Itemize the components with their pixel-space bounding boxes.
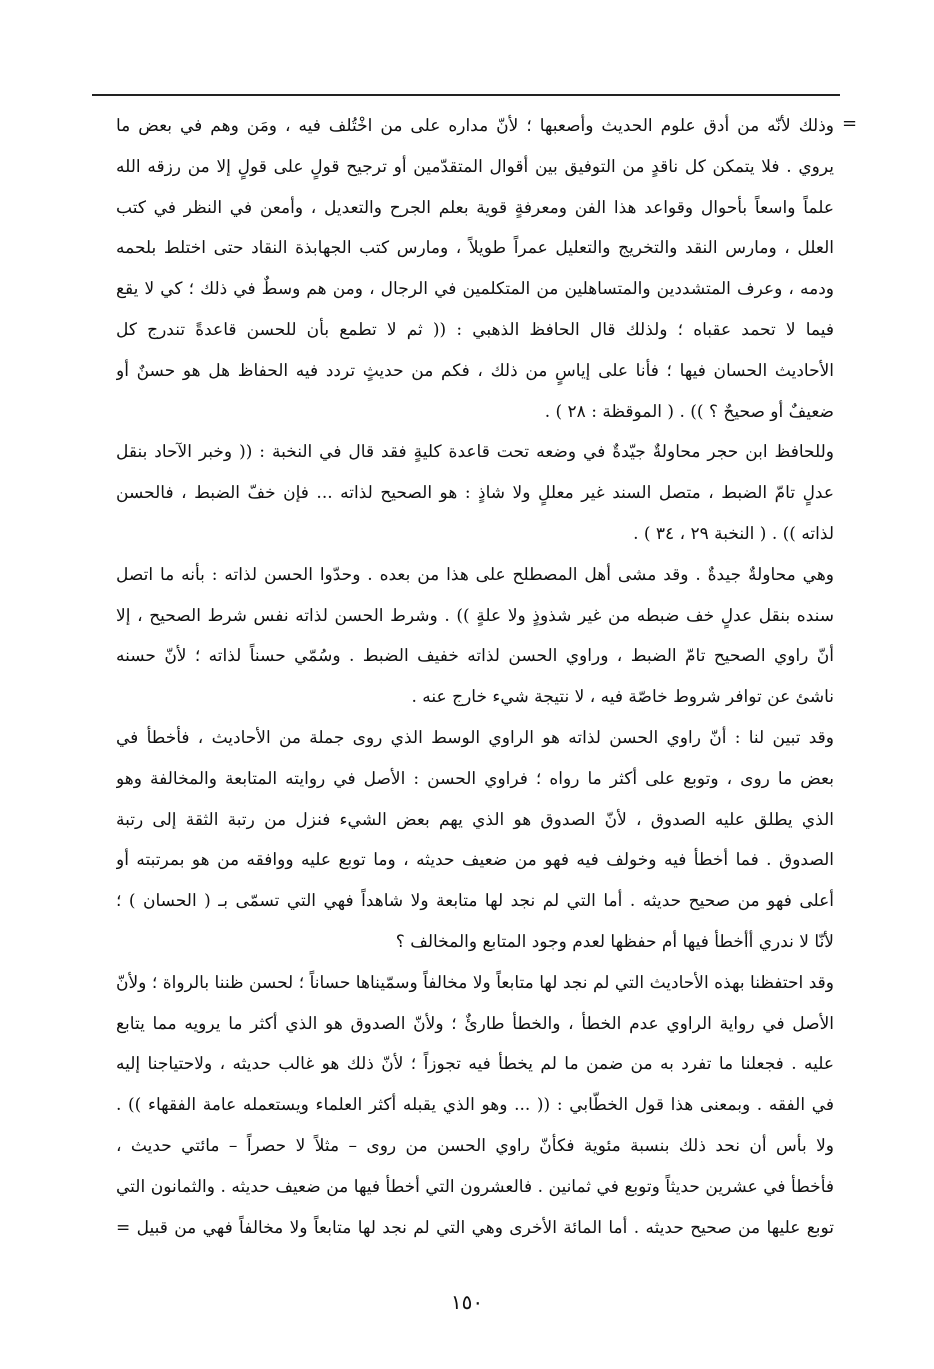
text-line: لذاته )) . ( النخبة ٢٩ ، ٣٤ ) . xyxy=(633,523,834,544)
text-line: في الفقه . وبمعنى هذا قول الخطّابي : (( ... وهو الذي يقبله أكثر العلماء ويستعمله عامة الفقهاء )) . xyxy=(116,1095,834,1116)
text-line: فأخطأ في عشرين حديثاً وتوبع في ثمانين . فالعشرون التي أخطأ فيها من ضعيف حديثه . والثمانون التي xyxy=(116,1176,834,1197)
text-line: علماً واسعاً بأحوال وقواعد هذا الفن ومعرفةٍ قوية بعلم الجرح والتعديل ، وأمعن في النظر في كتب xyxy=(116,197,834,218)
text-line: أعلى فهو من صحيح حديثه . أما التي لم نجد لها متابعة ولا شاهداً فهي التي تسمّى بـ ( الحسان ) ؛ xyxy=(116,891,834,912)
continuation-mark: = xyxy=(842,113,858,134)
text-line: الأصل في رواية الراوي عدم الخطأ ، والخطأ طارئٌ ؛ ولأنّ الصدوق هو الذي أكثر ما يرويه مما يتابع xyxy=(116,1013,834,1034)
text-line: لأنّا لا ندري أأخطأ فيها أم حفظها لعدم وجود المتابع والمخالف ؟ xyxy=(395,931,834,952)
text-line: توبع عليها من صحيح حديثه . أما المائة الأخرى وهي التي لم نجد لها متابعاً ولا مخالفاً فهي من قبيل = xyxy=(116,1217,834,1238)
text-line: ولا بأس أن نحد ذلك بنسبة مئوية فكأنّ راوي الحسن من روى – مثلاً لا حصراً – مائتي حديث ، xyxy=(116,1135,834,1156)
text-line: فيما لا تحمد عقباه ؛ ولذلك قال الحافظ الذهبي : (( ثم لا تطمع بأن للحسن قاعدةً تندرج كل xyxy=(116,319,834,340)
top-rule xyxy=(92,94,840,96)
text-line: أنّ راوي الصحيح تامّ الضبط ، وراوي الحسن لذاته خفيف الضبط . وسُمّي حسناً لذاته ؛ لأنّ حسنه xyxy=(116,646,834,667)
text-line: بعض ما روى ، وتوبع على أكثر ما رواه ؛ فراوي الحسن : الأصل في روايته المتابعة والمخالفة وهو xyxy=(116,768,834,789)
text-line: ناشئ عن توافر شروط خاصّة فيه ، لا نتيجة شيء خارج عنه . xyxy=(411,687,834,708)
text-line: يروي . فلا يتمكن كل ناقدٍ من التوفيق بين أقوال المتقدّمين أو ترجيح قولٍ على قولٍ إلا من رزقه الله xyxy=(116,156,834,177)
text-line: الأحاديث الحسان فيها ؛ فأنا على إياسٍ من ذلك ، فكم من حديثٍ تردد فيه الحفاظ هل هو حسنٌ أو xyxy=(116,360,834,381)
text-line: سنده بنقل عدلٍ خف ضبطه من غير شذوذٍ ولا علةٍ )) . وشرط الحسن لذاته نفس شرط الصحيح ، إلا xyxy=(116,605,834,626)
text-line: الصدوق . فما أخطأ فيه وخولف فيه فهو من ضعيف حديثه ، وما توبع عليه ووافقه من هو بمرتبته أو xyxy=(116,850,834,871)
text-line: وقد تبين لنا : أنّ راوي الحسن لذاته هو الراوي الوسط الذي روى جملة من الأحاديث ، فأخطأ في xyxy=(116,727,834,748)
body-text xyxy=(116,106,834,1248)
text-line: الذي يطلق عليه الصدوق ، لأنّ الصدوق هو الذي يهم بعض الشيء فنزل من رتبة الثقة إلى رتبة xyxy=(116,809,834,830)
text-line: العلل ، ومارس النقد والتخريج والتعليل عمراً طويلاً ، ومارس كتب الجهابذة النقاد حتى اختلط بلحمه xyxy=(116,238,834,259)
text-line: وذلك لأنّه من أدق علوم الحديث وأصعبها ؛ لأنّ مداره على من اخْتُلف فيه ، ومَن وهم في بعض ما xyxy=(116,116,834,136)
text-line: ودمه ، وعرف المتشددين والمتساهلين من المتكلمين في الرجال ، ومن هم وسطٌ في ذلك ؛ كي لا يقع xyxy=(116,279,834,300)
text-line: ضعيفٌ أو صحيحٌ ؟ )) . ( الموقظة : ٢٨ ) . xyxy=(544,401,834,422)
text-line: وهي محاولةٌ جيدةٌ . وقد مشى أهل المصطلح على هذا من بعده . وحدّوا الحسن لذاته : بأنه ما اتصل xyxy=(116,564,834,585)
page-number: ١٥٠ xyxy=(450,1290,484,1314)
text-line: وللحافظ ابن حجر محاولةٌ جيّدةٌ في وضعه تحت قاعدة كليةٍ فقد قال في النخبة : (( وخبر الآحاد بنقل xyxy=(116,442,834,463)
text-line: عليه . فجعلنا ما تفرد به من ضمن ما لم يخطأ فيه تجوزاً ؛ لأنّ ذلك هو غالب حديثه ، ولاحتياجنا إليه xyxy=(116,1054,834,1075)
text-line: عدلٍ تامّ الضبط ، متصل السند غير معللٍ ولا شاذٍ : هو الصحيح لذاته ... فإن خفّ الضبط ، فالحسن xyxy=(116,483,834,504)
text-line: وقد احتفظنا بهذه الأحاديث التي لم نجد لها متابعاً ولا مخالفاً وسمّيناها حساناً ؛ لحسن ظننا بالرواة ؛ ولأنّ xyxy=(116,972,834,993)
